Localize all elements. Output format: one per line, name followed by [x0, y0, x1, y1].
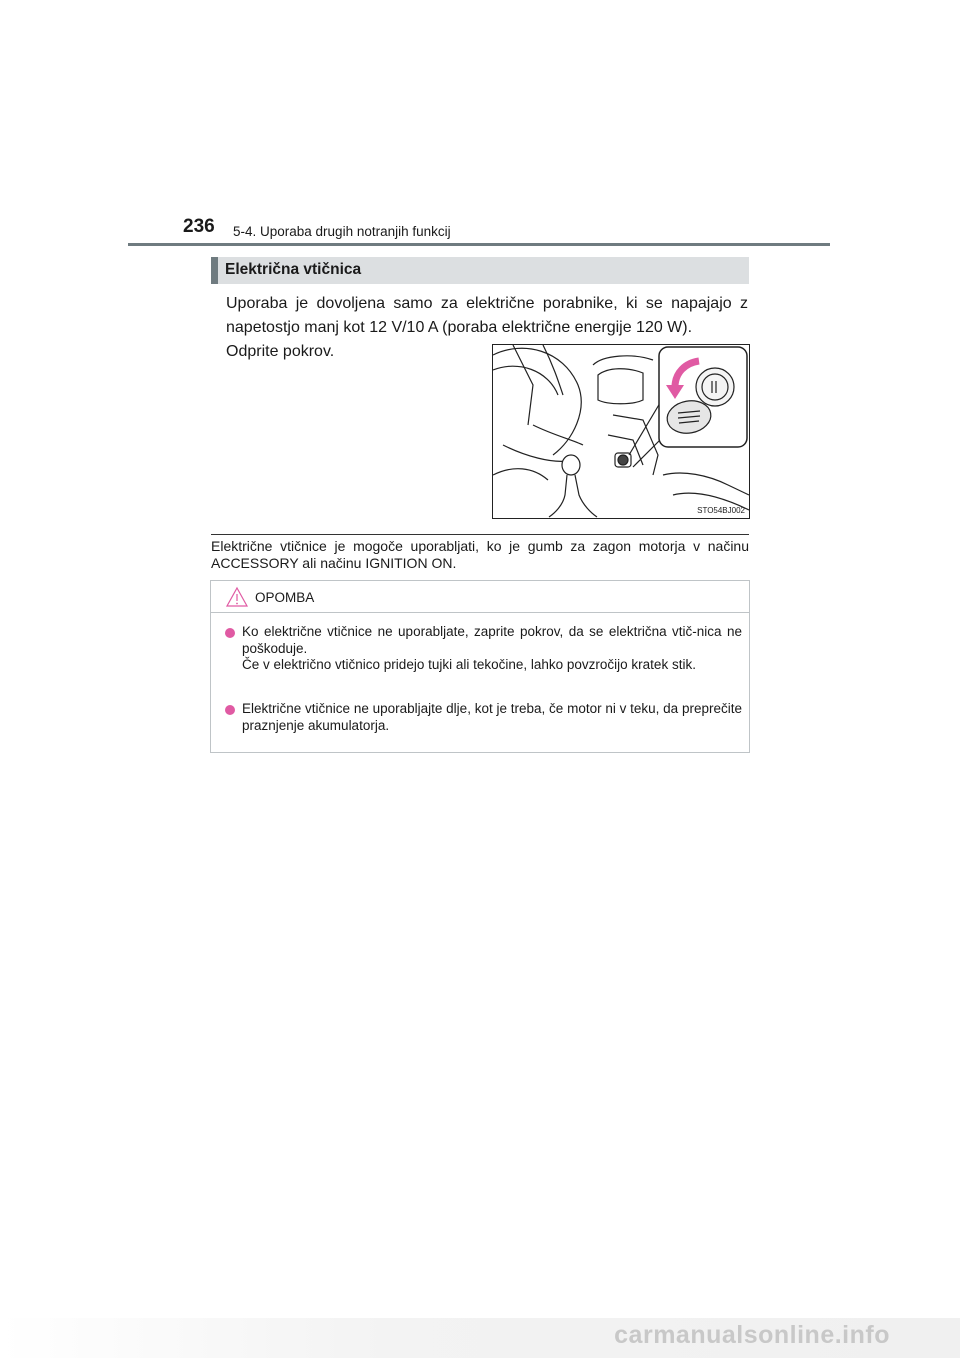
page-number: 236: [183, 216, 215, 237]
subheading-accent: [211, 257, 218, 284]
note-item: [242, 624, 742, 674]
note-label: OPOMBA: [255, 590, 315, 605]
note-item: [242, 701, 742, 734]
dashboard-drawing: [493, 345, 749, 518]
step-open-cover: Odprite pokrov.: [226, 343, 335, 360]
note-item-text: Ko električne vtičnice ne uporabljate, zaprite pokrov, da se električna vtič-nica ne poškoduje.: [242, 624, 742, 656]
subheading-title: Električna vtičnica: [225, 261, 362, 278]
subheading-bar: [211, 257, 749, 284]
body-paragraph: Električne vtičnice je mogoče uporabljati, ko je gumb za zagon motorja v načinu ACCESSORY ali načinu IGNITION ON.: [211, 538, 749, 571]
bullet-icon: [225, 705, 235, 715]
header-rule: [128, 243, 830, 246]
bullet-icon: [225, 628, 235, 638]
note-header: [211, 581, 749, 613]
watermark-text: carmanualsonline.info: [614, 1321, 890, 1349]
figure-code: STO54BJ002: [697, 506, 745, 515]
body-divider: [211, 534, 749, 535]
watermark: [0, 1318, 960, 1358]
intro-paragraph: Uporaba je dovoljena samo za električne porabnike, ki se napajajo z napetostjo manj kot 12 V/10 A (poraba električne energije 120 W).: [226, 295, 748, 336]
power-outlet-illustration: [492, 344, 750, 519]
note-box: [210, 580, 750, 753]
note-item-text: Če v električno vtičnico pridejo tujki ali tekočine, lahko povzročijo kratek stik.: [242, 657, 696, 672]
note-item-text: Električne vtičnice ne uporabljajte dlje, kot je treba, če motor ni v teku, da preprečite praznjenje akumulatorja.: [242, 701, 742, 733]
warning-icon: [225, 586, 249, 608]
section-title: 5-4. Uporaba drugih notranjih funkcij: [233, 224, 451, 239]
